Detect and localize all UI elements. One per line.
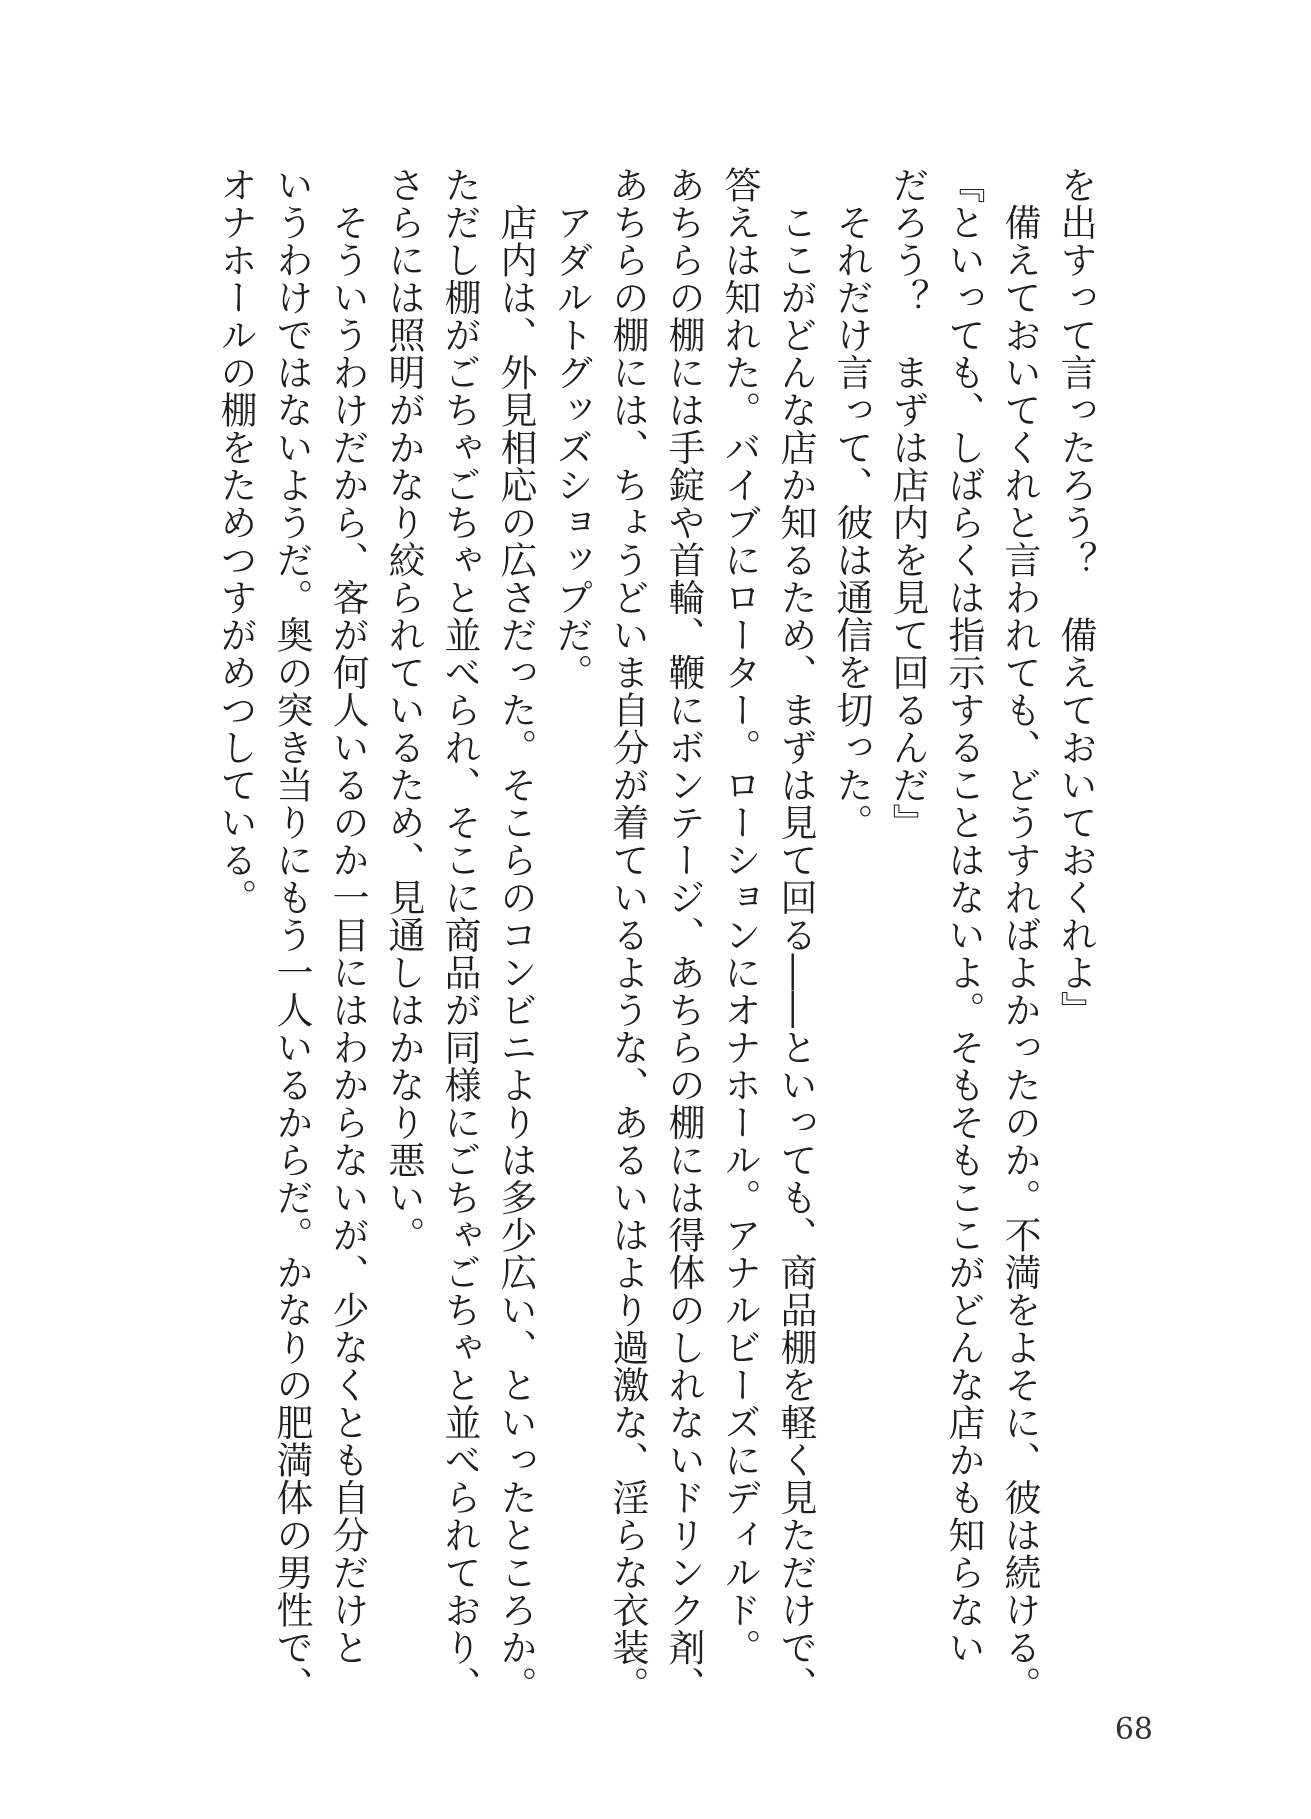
text-line: 備えておいてくれと言われても、どうすればよかったのか。不満をよそに、彼は続ける。 xyxy=(998,166,1041,1704)
text-line: だろう？ まずは店内を見て回るんだ』 xyxy=(886,166,929,841)
text-line: 答えは知れた。バイブにローター。ローションにオナホール。アナルビーズにディルド。 xyxy=(718,166,761,1666)
text-line: あちらの棚には手錠や首輪、鞭にボンテージ、あちらの棚には得体のしれないドリンク剤、 xyxy=(662,166,705,1704)
text-line: あちらの棚には、ちょうどいま自分が着ているような、あるいはより過激な、淫らな衣装。 xyxy=(606,166,649,1704)
text-line: そういうわけだから、客が何人いるのか一目にはわからないが、少なくとも自分だけと xyxy=(326,166,369,1666)
text-line: いうわけではないようだ。奥の突き当りにもう一人いるからだ。かなりの肥満体の男性で、 xyxy=(270,166,313,1704)
text-line: ただし棚がごちゃごちゃと並べられ、そこに商品が同様にごちゃごちゃと並べられており、 xyxy=(438,166,481,1704)
text-line: アダルトグッズショップだ。 xyxy=(550,166,593,691)
body-text xyxy=(207,166,1103,1704)
text-line: 『といっても、しばらくは指示することはないよ。そもそもここがどんな店かも知らない xyxy=(942,166,985,1666)
page-number: 68 xyxy=(1114,1712,1153,1747)
text-line: ここがどんな店か知るため、まずは見て回る――といっても、商品棚を軽く見ただけで、 xyxy=(774,166,817,1704)
text-line: 店内は、外見相応の広さだった。そこらのコンビニよりは多少広い、といったところか。 xyxy=(494,166,537,1704)
text-line: を出すって言ったろう？ 備えておいておくれよ』 xyxy=(1054,166,1097,1029)
text-line: さらには照明がかなり絞られているため、見通しはかなり悪い。 xyxy=(382,166,425,1254)
text-line: オナホールの棚をためつすがめつしている。 xyxy=(214,166,257,916)
text-line: それだけ言って、彼は通信を切った。 xyxy=(830,166,873,841)
